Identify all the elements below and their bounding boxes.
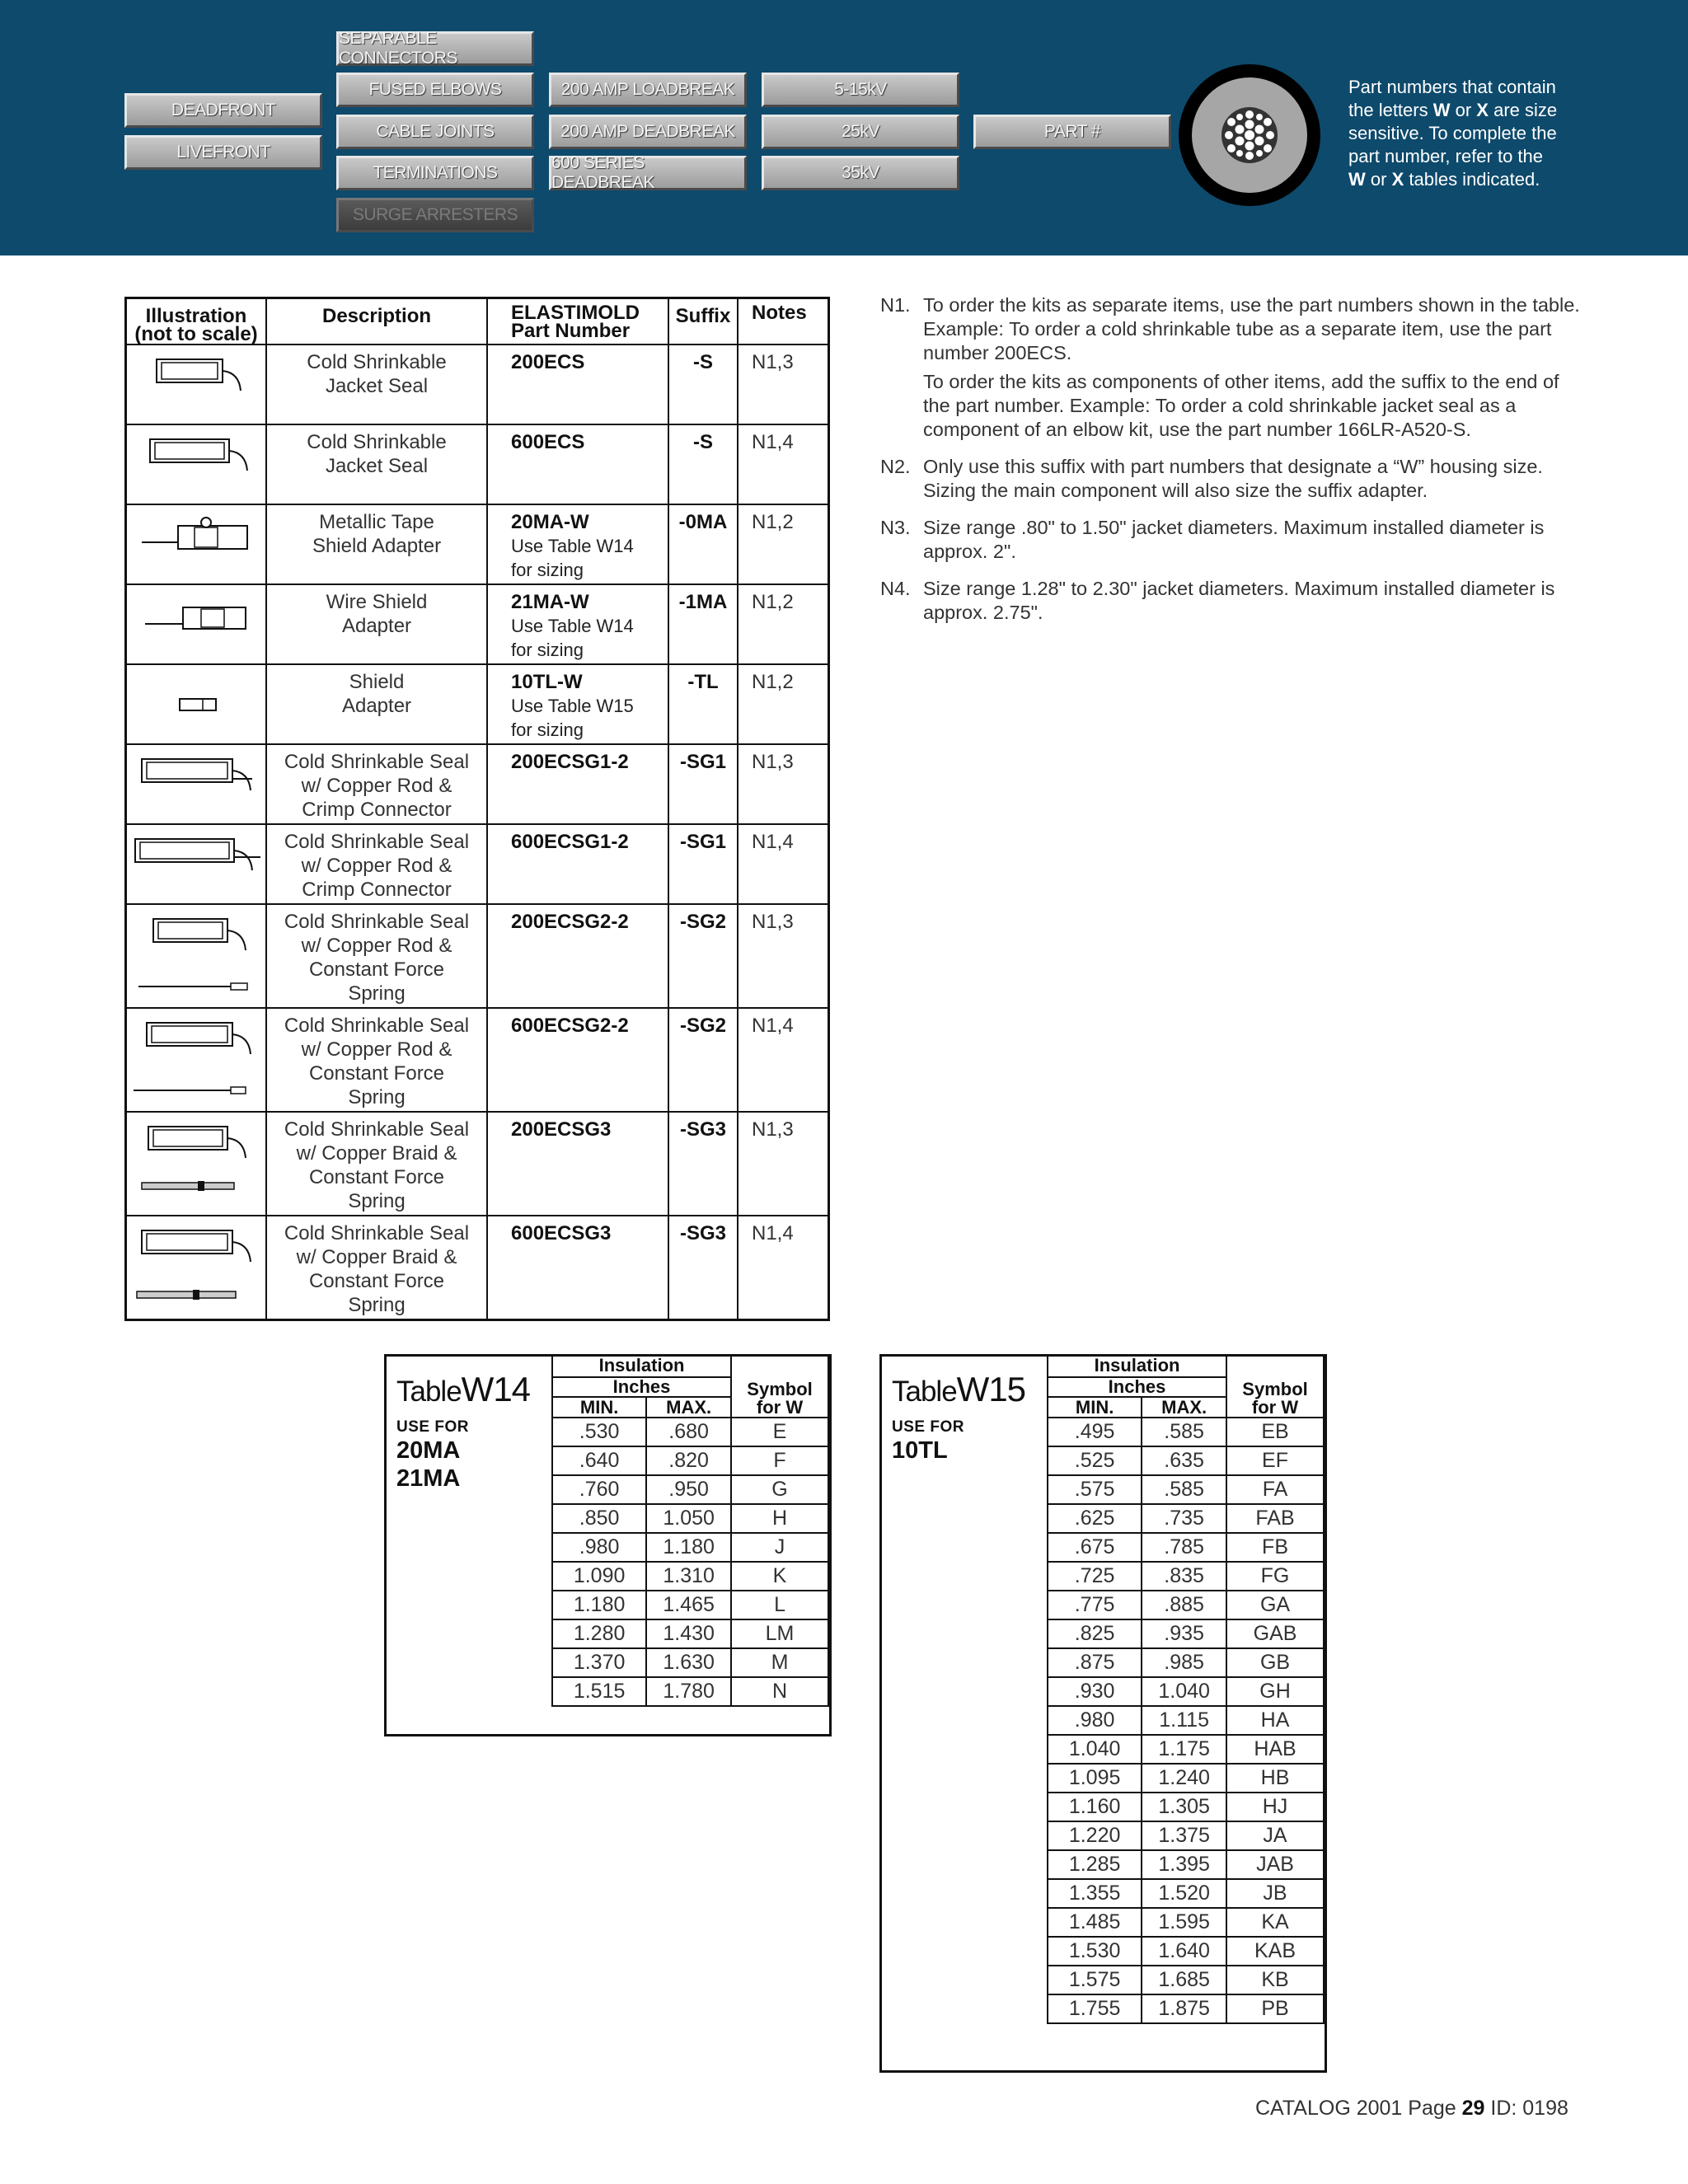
- description-cell: Metallic Tape Shield Adapter: [266, 504, 487, 584]
- notes-cell: N1,3: [738, 904, 828, 1008]
- nav-600-series-deadbreak[interactable]: 600 SERIES DEADBREAK: [549, 156, 747, 190]
- suffix-cell: -SG3: [668, 1112, 738, 1216]
- size-row: [552, 1533, 828, 1562]
- suffix-cell: -SG1: [668, 744, 738, 824]
- nav-livefront[interactable]: LIVEFRONT: [124, 135, 322, 170]
- size-row: [1048, 1648, 1324, 1677]
- nav-5-15kv[interactable]: 5-15kV: [762, 73, 959, 107]
- inches-header: Inches: [1048, 1377, 1226, 1398]
- nav-part-number[interactable]: PART #: [973, 115, 1171, 149]
- size-row: [1048, 1764, 1324, 1793]
- min-cell: 1.090: [552, 1562, 646, 1591]
- description-cell: Wire Shield Adapter: [266, 584, 487, 664]
- part-number: 200ECSG1-2: [511, 751, 629, 773]
- kit-illustration: [129, 346, 264, 423]
- description-cell: Cold Shrinkable Seal w/ Copper Braid & Constant Force Spring: [266, 1112, 487, 1216]
- size-row: [552, 1619, 828, 1648]
- part-number-cell: [487, 1112, 668, 1216]
- max-cell: 1.175: [1142, 1735, 1226, 1764]
- min-cell: 1.220: [1048, 1821, 1142, 1850]
- min-cell: 1.515: [552, 1677, 646, 1706]
- size-row: [1048, 1735, 1324, 1764]
- size-row: [1048, 1706, 1324, 1735]
- max-cell: .635: [1142, 1446, 1226, 1475]
- part-number: 600ECSG3: [511, 1222, 612, 1244]
- min-cell: 1.370: [552, 1648, 646, 1677]
- sizing-note: Use Table W14: [511, 616, 634, 636]
- nav-separable-connectors[interactable]: SEPARABLE CONNECTORS: [336, 31, 534, 66]
- header-part-number: ELASTIMOLD Part Number: [487, 298, 668, 345]
- nav-terminations[interactable]: TERMINATIONS: [336, 156, 534, 190]
- symbol-cell: GAB: [1226, 1619, 1324, 1648]
- nav-200-amp-deadbreak[interactable]: 200 AMP DEADBREAK: [549, 115, 747, 149]
- part-number-cell: [487, 584, 668, 664]
- symbol-cell: FG: [1226, 1562, 1324, 1591]
- max-cell: 1.115: [1142, 1706, 1226, 1735]
- suffix-cell: -0MA: [668, 504, 738, 584]
- max-cell: .835: [1142, 1562, 1226, 1591]
- header-illustration: Illustration (not to scale): [126, 298, 267, 345]
- symbol-cell: EF: [1226, 1446, 1324, 1475]
- suffix-cell: -1MA: [668, 584, 738, 664]
- table-w15-label: [892, 1370, 1026, 1465]
- size-row: [552, 1562, 828, 1591]
- max-cell: 1.375: [1142, 1821, 1226, 1850]
- max-cell: .985: [1142, 1648, 1226, 1677]
- min-cell: .725: [1048, 1562, 1142, 1591]
- table-w14-grid: [551, 1354, 829, 1707]
- nav-deadfront[interactable]: DEADFRONT: [124, 93, 322, 128]
- max-cell: 1.430: [646, 1619, 731, 1648]
- symbol-cell: K: [731, 1562, 828, 1591]
- max-cell: 1.040: [1142, 1677, 1226, 1706]
- max-cell: 1.395: [1142, 1850, 1226, 1879]
- min-cell: .980: [1048, 1706, 1142, 1735]
- min-cell: 1.285: [1048, 1850, 1142, 1879]
- symbol-cell: F: [731, 1446, 828, 1475]
- kit-illustration: [129, 826, 264, 902]
- part-number-cell: [487, 344, 668, 424]
- symbol-cell: EB: [1226, 1418, 1324, 1446]
- kit-illustration: [129, 506, 264, 583]
- max-cell: .885: [1142, 1591, 1226, 1619]
- symbol-cell: JAB: [1226, 1850, 1324, 1879]
- min-cell: 1.040: [1048, 1735, 1142, 1764]
- size-row: [552, 1648, 828, 1677]
- min-cell: .530: [552, 1418, 646, 1446]
- sizing-note: for sizing: [511, 560, 584, 580]
- symbol-cell: FA: [1226, 1475, 1324, 1504]
- page-footer: CATALOG 2001 Page 29 ID: 0198: [1255, 2097, 1568, 2120]
- illustration-cell: [126, 1112, 267, 1216]
- table-w15-use-for-label: USE FOR: [892, 1418, 964, 1436]
- max-cell: .785: [1142, 1533, 1226, 1562]
- description-cell: Cold Shrinkable Seal w/ Copper Rod & Crimp Connector: [266, 744, 487, 824]
- symbol-cell: KA: [1226, 1908, 1324, 1937]
- notes-cell: N1,2: [738, 584, 828, 664]
- min-cell: 1.485: [1048, 1908, 1142, 1937]
- kit-row: [126, 424, 829, 504]
- size-row: [552, 1504, 828, 1533]
- kit-row: [126, 904, 829, 1008]
- max-cell: 1.630: [646, 1648, 731, 1677]
- size-row: [552, 1591, 828, 1619]
- note-id: N1.: [880, 294, 911, 316]
- max-cell: .935: [1142, 1619, 1226, 1648]
- kit-illustration: [129, 906, 264, 1006]
- min-cell: 1.160: [1048, 1793, 1142, 1821]
- size-row: [1048, 1850, 1324, 1879]
- max-cell: .585: [1142, 1418, 1226, 1446]
- part-number-cell: [487, 1216, 668, 1319]
- kit-illustration: [129, 1217, 264, 1318]
- kit-row: [126, 1112, 829, 1216]
- description-cell: Cold Shrinkable Seal w/ Copper Rod & Constant Force Spring: [266, 904, 487, 1008]
- notes-cell: N1,3: [738, 1112, 828, 1216]
- illustration-cell: [126, 1216, 267, 1319]
- symbol-cell: KB: [1226, 1966, 1324, 1994]
- part-number-cell: [487, 744, 668, 824]
- size-row: [1048, 1966, 1324, 1994]
- suffix-cell: -S: [668, 344, 738, 424]
- table-w14-label: [396, 1370, 531, 1493]
- illustration-cell: [126, 584, 267, 664]
- size-row: [552, 1475, 828, 1504]
- max-cell: .735: [1142, 1504, 1226, 1533]
- part-number-cell: [487, 904, 668, 1008]
- size-row: [1048, 1677, 1324, 1706]
- kit-illustration: [129, 746, 264, 823]
- part-number: 21MA-W: [511, 591, 589, 613]
- size-row: [1048, 1793, 1324, 1821]
- note-paragraph: To order the kits as separate items, use the part numbers shown in the table. Example: To order a cold shrinkable tube as a separate item, use the part number 200ECS.: [923, 294, 1580, 363]
- max-cell: .950: [646, 1475, 731, 1504]
- part-number-cell: [487, 664, 668, 744]
- symbol-header: Symbol for W: [731, 1355, 828, 1418]
- illustration-cell: [126, 504, 267, 584]
- size-row: [552, 1677, 828, 1706]
- min-cell: .930: [1048, 1677, 1142, 1706]
- description-cell: Shield Adapter: [266, 664, 487, 744]
- min-cell: .575: [1048, 1475, 1142, 1504]
- size-row: [1048, 1994, 1324, 2023]
- max-cell: 1.180: [646, 1533, 731, 1562]
- max-cell: 1.875: [1142, 1994, 1226, 2023]
- kit-illustration: [129, 1113, 264, 1214]
- max-cell: 1.780: [646, 1677, 731, 1706]
- table-w14: [384, 1354, 832, 1736]
- nav-surge-arresters[interactable]: SURGE ARRESTERS: [336, 198, 534, 232]
- sizing-note: Use Table W14: [511, 536, 634, 556]
- symbol-cell: KAB: [1226, 1937, 1324, 1966]
- table-w14-title: TableW14: [396, 1370, 531, 1408]
- suffix-cell: -SG1: [668, 824, 738, 904]
- max-cell: 1.595: [1142, 1908, 1226, 1937]
- size-row: [1048, 1908, 1324, 1937]
- symbol-cell: FB: [1226, 1533, 1324, 1562]
- header-band: [0, 0, 1688, 255]
- symbol-cell: JB: [1226, 1879, 1324, 1908]
- notes-list: [880, 293, 1581, 638]
- description-cell: Cold Shrinkable Seal w/ Copper Rod & Constant Force Spring: [266, 1008, 487, 1112]
- suffix-cell: -S: [668, 424, 738, 504]
- size-row: [1048, 1562, 1324, 1591]
- illustration-cell: [126, 1008, 267, 1112]
- kit-illustration: [129, 1010, 264, 1110]
- symbol-cell: GH: [1226, 1677, 1324, 1706]
- part-number: 200ECSG3: [511, 1118, 612, 1141]
- min-header: MIN.: [552, 1397, 646, 1418]
- size-row: [1048, 1591, 1324, 1619]
- sizing-note: for sizing: [511, 640, 584, 660]
- part-number: 600ECS: [511, 431, 585, 453]
- notes-cell: N1,4: [738, 424, 828, 504]
- min-cell: .675: [1048, 1533, 1142, 1562]
- size-sensitive-note: Part numbers that contain the letters W or X are size sensitive. To complete the part number, refer to the W or X tables indicated.: [1348, 77, 1558, 190]
- symbol-cell: GB: [1226, 1648, 1324, 1677]
- illustration-cell: [126, 424, 267, 504]
- max-cell: 1.305: [1142, 1793, 1226, 1821]
- symbol-cell: N: [731, 1677, 828, 1706]
- note-id: N4.: [880, 578, 911, 599]
- max-cell: 1.050: [646, 1504, 731, 1533]
- min-cell: 1.280: [552, 1619, 646, 1648]
- table-w15-title: TableW15: [892, 1370, 1026, 1408]
- insulation-header: Insulation: [552, 1355, 731, 1377]
- min-cell: .775: [1048, 1591, 1142, 1619]
- min-cell: 1.575: [1048, 1966, 1142, 1994]
- note-paragraph: Size range .80" to 1.50" jacket diameters. Maximum installed diameter is approx. 2".: [923, 517, 1545, 562]
- kit-illustration: [129, 426, 264, 503]
- part-number-cell: [487, 504, 668, 584]
- kit-illustration: [129, 666, 264, 743]
- illustration-cell: [126, 824, 267, 904]
- min-cell: .760: [552, 1475, 646, 1504]
- sizing-note: Use Table W15: [511, 696, 634, 716]
- part-number-cell: [487, 424, 668, 504]
- table-w15: [879, 1354, 1327, 2073]
- description-cell: Cold Shrinkable Seal w/ Copper Rod & Crimp Connector: [266, 824, 487, 904]
- cable-cross-section-icon: [1177, 63, 1322, 208]
- min-cell: .625: [1048, 1504, 1142, 1533]
- size-row: [1048, 1533, 1324, 1562]
- part-number: 200ECS: [511, 351, 585, 373]
- notes-cell: N1,2: [738, 664, 828, 744]
- kit-row: [126, 744, 829, 824]
- note-item: [880, 293, 1581, 447]
- max-cell: 1.520: [1142, 1879, 1226, 1908]
- max-header: MAX.: [646, 1397, 731, 1418]
- symbol-header: Symbol for W: [1226, 1355, 1324, 1418]
- min-cell: 1.755: [1048, 1994, 1142, 2023]
- min-cell: 1.180: [552, 1591, 646, 1619]
- part-number-cell: [487, 824, 668, 904]
- symbol-cell: PB: [1226, 1994, 1324, 2023]
- size-row: [1048, 1475, 1324, 1504]
- table-w14-use-item: 21MA: [396, 1465, 461, 1492]
- notes-cell: N1,3: [738, 744, 828, 824]
- min-cell: .850: [552, 1504, 646, 1533]
- suffix-cell: -TL: [668, 664, 738, 744]
- nav-cable-joints[interactable]: CABLE JOINTS: [336, 115, 534, 149]
- kit-row: [126, 584, 829, 664]
- note-paragraph: Size range 1.28" to 2.30" jacket diameters. Maximum installed diameter is approx. 2.75".: [923, 578, 1555, 623]
- symbol-cell: JA: [1226, 1821, 1324, 1850]
- size-row: [552, 1418, 828, 1446]
- symbol-cell: E: [731, 1418, 828, 1446]
- kit-row: [126, 664, 829, 744]
- illustration-cell: [126, 744, 267, 824]
- description-cell: Cold Shrinkable Seal w/ Copper Braid & Constant Force Spring: [266, 1216, 487, 1319]
- table-w14-use-for-label: USE FOR: [396, 1418, 469, 1436]
- size-row: [1048, 1879, 1324, 1908]
- table-w14-use-item: 20MA: [396, 1437, 461, 1464]
- nav-fused-elbows[interactable]: FUSED ELBOWS: [336, 73, 534, 107]
- table-w15-grid: [1047, 1354, 1325, 2024]
- notes-cell: N1,4: [738, 1008, 828, 1112]
- note-item: [880, 577, 1581, 630]
- nav-200-amp-loadbreak[interactable]: 200 AMP LOADBREAK: [549, 73, 747, 107]
- kit-table: [124, 297, 830, 1321]
- symbol-cell: M: [731, 1648, 828, 1677]
- notes-cell: N1,3: [738, 344, 828, 424]
- kit-row: [126, 1008, 829, 1112]
- max-cell: 1.465: [646, 1591, 731, 1619]
- min-cell: .875: [1048, 1648, 1142, 1677]
- description-cell: Cold Shrinkable Jacket Seal: [266, 344, 487, 424]
- kit-table-header-row: [126, 298, 829, 345]
- size-row: [1048, 1418, 1324, 1446]
- note-id: N2.: [880, 456, 911, 477]
- max-cell: 1.310: [646, 1562, 731, 1591]
- part-number-cell: [487, 1008, 668, 1112]
- min-cell: .980: [552, 1533, 646, 1562]
- notes-cell: N1,4: [738, 1216, 828, 1319]
- size-row: [1048, 1504, 1324, 1533]
- min-cell: .525: [1048, 1446, 1142, 1475]
- kit-row: [126, 504, 829, 584]
- nav-35kv[interactable]: 35kV: [762, 156, 959, 190]
- insulation-header: Insulation: [1048, 1355, 1226, 1377]
- symbol-cell: G: [731, 1475, 828, 1504]
- max-cell: .820: [646, 1446, 731, 1475]
- note-paragraph: Only use this suffix with part numbers that designate a “W” housing size. Sizing the main component will also size the suffix adapter.: [923, 456, 1543, 501]
- note-id: N3.: [880, 517, 911, 538]
- kit-row: [126, 824, 829, 904]
- part-number: 20MA-W: [511, 511, 589, 533]
- min-cell: 1.095: [1048, 1764, 1142, 1793]
- max-header: MAX.: [1142, 1397, 1226, 1418]
- suffix-cell: -SG2: [668, 1008, 738, 1112]
- max-cell: 1.640: [1142, 1937, 1226, 1966]
- suffix-cell: -SG2: [668, 904, 738, 1008]
- size-row: [1048, 1619, 1324, 1648]
- size-row: [1048, 1446, 1324, 1475]
- symbol-cell: HA: [1226, 1706, 1324, 1735]
- size-row: [552, 1446, 828, 1475]
- part-number: 600ECSG2-2: [511, 1015, 629, 1037]
- min-cell: .640: [552, 1446, 646, 1475]
- illustration-cell: [126, 664, 267, 744]
- kit-row: [126, 1216, 829, 1319]
- nav-25kv[interactable]: 25kV: [762, 115, 959, 149]
- symbol-cell: HJ: [1226, 1793, 1324, 1821]
- min-cell: .825: [1048, 1619, 1142, 1648]
- part-number: 600ECSG1-2: [511, 831, 629, 853]
- illustration-cell: [126, 904, 267, 1008]
- max-cell: .585: [1142, 1475, 1226, 1504]
- inches-header: Inches: [552, 1377, 731, 1398]
- symbol-cell: GA: [1226, 1591, 1324, 1619]
- symbol-cell: H: [731, 1504, 828, 1533]
- size-row: [1048, 1937, 1324, 1966]
- kit-illustration: [129, 586, 264, 663]
- note-paragraph: To order the kits as components of other items, add the suffix to the end of the part number. Example: To order a cold shrinkable jacket seal as a component of an elbow kit, use the part number 166LR-A520-S.: [923, 371, 1559, 440]
- min-cell: 1.530: [1048, 1937, 1142, 1966]
- min-header: MIN.: [1048, 1397, 1142, 1418]
- max-cell: .680: [646, 1418, 731, 1446]
- symbol-cell: FAB: [1226, 1504, 1324, 1533]
- part-number: 200ECSG2-2: [511, 911, 629, 933]
- notes-cell: N1,2: [738, 504, 828, 584]
- min-cell: .495: [1048, 1418, 1142, 1446]
- symbol-cell: HB: [1226, 1764, 1324, 1793]
- header-description: Description: [266, 298, 487, 345]
- symbol-cell: J: [731, 1533, 828, 1562]
- symbol-cell: HAB: [1226, 1735, 1324, 1764]
- part-number: 10TL-W: [511, 671, 583, 693]
- symbol-cell: L: [731, 1591, 828, 1619]
- symbol-cell: LM: [731, 1619, 828, 1648]
- header-notes: Notes: [738, 298, 828, 345]
- header-suffix: Suffix: [668, 298, 738, 345]
- description-cell: Cold Shrinkable Jacket Seal: [266, 424, 487, 504]
- min-cell: 1.355: [1048, 1879, 1142, 1908]
- size-row: [1048, 1821, 1324, 1850]
- notes-cell: N1,4: [738, 824, 828, 904]
- illustration-cell: [126, 344, 267, 424]
- suffix-cell: -SG3: [668, 1216, 738, 1319]
- table-w15-use-item: 10TL: [892, 1437, 948, 1464]
- max-cell: 1.685: [1142, 1966, 1226, 1994]
- kit-row: [126, 344, 829, 424]
- note-item: [880, 455, 1581, 508]
- note-item: [880, 516, 1581, 569]
- sizing-note: for sizing: [511, 719, 584, 740]
- max-cell: 1.240: [1142, 1764, 1226, 1793]
